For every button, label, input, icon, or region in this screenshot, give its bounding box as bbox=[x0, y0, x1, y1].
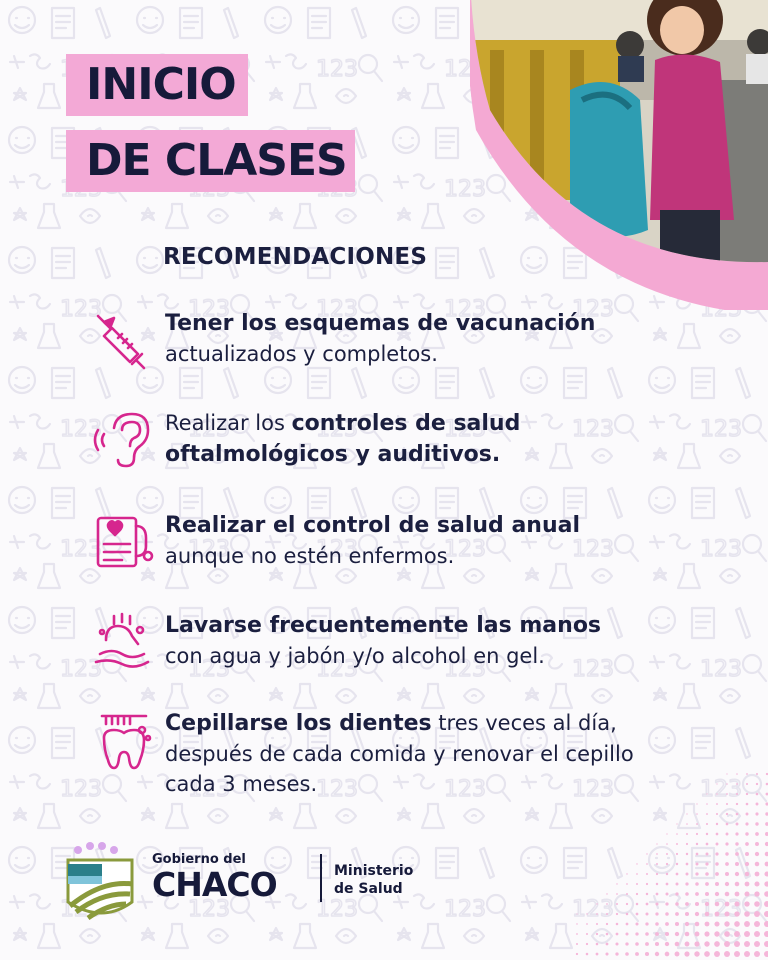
halftone-dot bbox=[756, 783, 758, 785]
halftone-dot bbox=[706, 793, 707, 794]
halftone-dot bbox=[685, 902, 689, 906]
halftone-dot bbox=[695, 902, 699, 906]
halftone-dot bbox=[756, 793, 759, 796]
rec-1-line2: actualizados y completos. bbox=[165, 342, 438, 366]
halftone-dot bbox=[666, 893, 669, 896]
halftone-dot bbox=[656, 873, 658, 875]
halftone-dot bbox=[735, 832, 738, 835]
halftone-dot bbox=[755, 832, 759, 836]
halftone-dot bbox=[736, 783, 738, 785]
halftone-dot bbox=[704, 941, 709, 946]
halftone-dot bbox=[596, 953, 599, 956]
halftone-dot bbox=[735, 842, 738, 845]
halftone-dot bbox=[695, 892, 699, 896]
halftone-dot bbox=[626, 883, 628, 885]
halftone-dot bbox=[716, 783, 717, 784]
halftone-dot bbox=[676, 853, 678, 855]
halftone-dot bbox=[695, 922, 700, 927]
halftone-dot bbox=[665, 922, 669, 926]
halftone-dot bbox=[576, 923, 577, 924]
halftone-dot bbox=[734, 921, 740, 927]
halftone-dot bbox=[724, 941, 730, 947]
halftone-dot bbox=[744, 951, 750, 957]
recommendation-text bbox=[165, 510, 580, 571]
halftone-dot bbox=[676, 873, 679, 876]
halftone-dot bbox=[745, 862, 749, 866]
halftone-dot bbox=[676, 823, 677, 824]
halftone-dot bbox=[665, 932, 669, 936]
halftone-dot bbox=[736, 823, 739, 826]
halftone-dot bbox=[695, 912, 699, 916]
halftone-dot bbox=[716, 793, 718, 795]
halftone-dot bbox=[754, 941, 760, 947]
halftone-dot bbox=[725, 862, 729, 866]
halftone-dot bbox=[744, 891, 749, 896]
halftone-dot bbox=[646, 873, 648, 875]
halftone-dot bbox=[764, 901, 768, 907]
halftone-dot bbox=[635, 942, 639, 946]
halftone-dot bbox=[625, 942, 628, 945]
halftone-dot bbox=[684, 951, 689, 956]
halftone-dot bbox=[735, 892, 740, 897]
halftone-dot bbox=[636, 863, 637, 864]
rec-5-line3: cada 3 meses. bbox=[165, 772, 318, 796]
halftone-dot bbox=[626, 923, 629, 926]
halftone-dot bbox=[735, 882, 740, 887]
halftone-dot bbox=[764, 951, 768, 957]
halftone-dot bbox=[764, 911, 768, 917]
halftone-dot bbox=[726, 783, 728, 785]
recommendation-text bbox=[165, 308, 595, 369]
halftone-dot bbox=[606, 943, 609, 946]
halftone-dot bbox=[735, 852, 739, 856]
syringe-icon bbox=[92, 308, 156, 372]
halftone-dot bbox=[695, 932, 700, 937]
halftone-dot bbox=[764, 891, 768, 897]
rec-2-pre: Realizar los bbox=[165, 411, 292, 435]
recommendation-text bbox=[165, 408, 520, 470]
halftone-dot bbox=[755, 822, 758, 825]
rec-4-bold: Lavarse frecuentemente las manos bbox=[165, 613, 602, 638]
halftone-dot bbox=[655, 902, 658, 905]
halftone-dot bbox=[645, 952, 649, 956]
halftone-dot bbox=[645, 942, 649, 946]
halftone-dot bbox=[626, 893, 628, 895]
halftone-dot bbox=[736, 773, 738, 775]
halftone-dot bbox=[745, 822, 748, 825]
halftone-dot bbox=[705, 912, 710, 917]
halftone-dot bbox=[694, 941, 699, 946]
halftone-dot bbox=[744, 901, 749, 906]
halftone-dot bbox=[636, 893, 638, 895]
halftone-dot bbox=[655, 952, 659, 956]
halftone-dot bbox=[714, 951, 720, 957]
halftone-dot bbox=[734, 951, 740, 957]
halftone-dot bbox=[706, 803, 708, 805]
halftone-dot bbox=[755, 842, 759, 846]
section-title: RECOMENDACIONES bbox=[163, 244, 428, 270]
halftone-dot bbox=[596, 943, 599, 946]
tooth-brush-icon bbox=[92, 708, 156, 772]
halftone-dot bbox=[576, 953, 578, 955]
halftone-dot bbox=[734, 911, 739, 916]
gov-big-text: CHACO bbox=[152, 865, 277, 904]
halftone-dot bbox=[726, 833, 729, 836]
halftone-dot bbox=[764, 921, 768, 927]
halftone-dot bbox=[696, 803, 697, 804]
ear-icon bbox=[92, 408, 156, 472]
halftone-dot bbox=[744, 941, 750, 947]
halftone-dot bbox=[666, 833, 667, 834]
halftone-dot bbox=[646, 893, 648, 895]
halftone-dot bbox=[656, 883, 658, 885]
halftone-dot bbox=[675, 932, 679, 936]
halftone-dot bbox=[725, 852, 728, 855]
halftone-dot bbox=[636, 903, 639, 906]
halftone-dot bbox=[586, 933, 588, 935]
main-title bbox=[66, 54, 355, 192]
halftone-dot bbox=[715, 872, 719, 876]
halftone-dot bbox=[744, 911, 750, 917]
halftone-dot bbox=[715, 892, 719, 896]
halftone-dot bbox=[666, 853, 668, 855]
halftone-dot bbox=[754, 881, 759, 886]
halftone-dot bbox=[655, 942, 659, 946]
halftone-dot bbox=[705, 872, 709, 876]
halftone-dot bbox=[745, 882, 750, 887]
halftone-dot bbox=[606, 913, 608, 915]
halftone-dot bbox=[576, 943, 578, 945]
halftone-dot bbox=[714, 921, 719, 926]
halftone-dot bbox=[725, 872, 729, 876]
halftone-dot bbox=[756, 773, 758, 775]
halftone-dot bbox=[764, 941, 768, 947]
halftone-dot bbox=[736, 813, 739, 816]
halftone-dot bbox=[705, 922, 710, 927]
halftone-dot bbox=[616, 883, 617, 884]
halftone-dot bbox=[716, 823, 718, 825]
halftone-dot bbox=[746, 773, 748, 775]
halftone-dot bbox=[676, 843, 678, 845]
ministry-text bbox=[334, 862, 454, 898]
halftone-dot bbox=[705, 862, 708, 865]
rec-5-line2: después de cada comida y renovar el cepillo bbox=[165, 742, 634, 766]
halftone-dot bbox=[646, 863, 648, 865]
halftone-dot bbox=[665, 952, 670, 957]
rec-3-line2: aunque no estén enfermos. bbox=[165, 544, 455, 568]
halftone-dot bbox=[704, 951, 710, 957]
halftone-dot bbox=[616, 893, 618, 895]
halftone-dot bbox=[694, 951, 699, 956]
halftone-dot bbox=[724, 911, 729, 916]
halftone-dot bbox=[685, 922, 689, 926]
halftone-dot bbox=[655, 932, 659, 936]
halftone-dot bbox=[744, 931, 750, 937]
halftone-dot bbox=[716, 803, 718, 805]
halftone-dot bbox=[745, 852, 749, 856]
halftone-dot bbox=[726, 823, 729, 826]
halftone-dot bbox=[706, 823, 708, 825]
halftone-dot bbox=[666, 873, 668, 875]
halftone-dot bbox=[656, 893, 659, 896]
halftone-dot bbox=[666, 863, 668, 865]
halftone-dot bbox=[696, 813, 698, 815]
halftone-dot bbox=[695, 882, 699, 886]
halftone-dot bbox=[635, 922, 638, 925]
halftone-dot bbox=[725, 892, 730, 897]
halftone-dot bbox=[754, 891, 759, 896]
halftone-dot bbox=[596, 903, 597, 904]
halftone-dot bbox=[686, 833, 688, 835]
halftone-dot bbox=[666, 843, 668, 845]
halftone-dot bbox=[626, 873, 627, 874]
halftone-dot bbox=[726, 813, 728, 815]
halftone-dot bbox=[716, 843, 719, 846]
halftone-dot bbox=[686, 843, 688, 845]
halftone-dot bbox=[746, 783, 748, 785]
halftone-dot bbox=[606, 893, 607, 894]
child-with-backpack-photo bbox=[470, 0, 768, 310]
halftone-dot bbox=[675, 892, 678, 895]
halftone-dot bbox=[755, 812, 758, 815]
halftone-dot bbox=[736, 793, 738, 795]
halftone-dot bbox=[675, 952, 680, 957]
halftone-dot bbox=[636, 873, 638, 875]
halftone-dot bbox=[725, 842, 728, 845]
halftone-dot bbox=[754, 911, 760, 917]
title-line-2: DE CLASES bbox=[66, 130, 355, 192]
halftone-dot bbox=[716, 833, 719, 836]
title-line-1: INICIO bbox=[66, 54, 248, 116]
halftone-dot bbox=[646, 903, 649, 906]
chaco-emblem-icon bbox=[62, 840, 138, 922]
rec-2-bold: controles de salud bbox=[291, 411, 521, 436]
halftone-dot bbox=[734, 901, 739, 906]
halftone-dot bbox=[576, 933, 578, 935]
halftone-dot bbox=[686, 853, 688, 855]
rec-3-bold: Realizar el control de salud anual bbox=[165, 513, 581, 538]
halftone-dot bbox=[596, 923, 598, 925]
halftone-dot bbox=[726, 803, 728, 805]
halftone-dot bbox=[695, 872, 698, 875]
halftone-dot bbox=[716, 813, 718, 815]
halftone-dot bbox=[635, 952, 639, 956]
halftone-dot bbox=[724, 931, 730, 937]
halftone-dot bbox=[725, 902, 730, 907]
halftone-dot bbox=[616, 933, 619, 936]
halftone-dot bbox=[675, 942, 680, 947]
halftone-dot bbox=[764, 931, 768, 937]
hand-washing-icon bbox=[92, 610, 156, 674]
halftone-dot bbox=[706, 843, 709, 846]
halftone-dot bbox=[586, 953, 589, 956]
halftone-dot bbox=[596, 933, 598, 935]
halftone-dot bbox=[705, 892, 709, 896]
halftone-dot bbox=[586, 913, 587, 914]
rec-4-line2: con agua y jabón y/o alcohol en gel. bbox=[165, 644, 545, 668]
halftone-dot bbox=[675, 912, 679, 916]
halftone-dot bbox=[685, 882, 688, 885]
halftone-dot bbox=[576, 913, 577, 914]
halftone-dots-decoration bbox=[568, 770, 768, 960]
halftone-dot bbox=[755, 872, 760, 877]
halftone-dot bbox=[736, 803, 738, 805]
halftone-dot bbox=[676, 833, 678, 835]
halftone-dot bbox=[765, 862, 768, 867]
halftone-dot bbox=[744, 921, 750, 927]
halftone-dot bbox=[676, 883, 679, 886]
logo-divider bbox=[320, 854, 322, 902]
halftone-dot bbox=[655, 922, 659, 926]
halftone-dot bbox=[734, 931, 740, 937]
halftone-dot bbox=[686, 823, 688, 825]
halftone-dot bbox=[625, 952, 629, 956]
gov-small-text: Gobierno del bbox=[152, 852, 246, 867]
halftone-dot bbox=[685, 912, 689, 916]
ministry-line-1: Ministerio bbox=[334, 863, 414, 879]
halftone-dot bbox=[646, 853, 647, 854]
halftone-dot bbox=[754, 931, 760, 937]
halftone-dot bbox=[746, 803, 749, 806]
rec-2-line2: oftalmológicos y auditivos. bbox=[165, 442, 501, 467]
halftone-dot bbox=[705, 882, 709, 886]
ministry-line-2: de Salud bbox=[334, 881, 403, 897]
medical-report-icon bbox=[92, 510, 156, 574]
halftone-dot bbox=[764, 881, 768, 886]
halftone-dot bbox=[675, 902, 679, 906]
halftone-dot bbox=[756, 803, 759, 806]
halftone-dot bbox=[586, 943, 588, 945]
halftone-dot bbox=[676, 863, 678, 865]
halftone-dot bbox=[706, 853, 709, 856]
halftone-dot bbox=[715, 862, 718, 865]
halftone-dot bbox=[616, 913, 618, 915]
halftone-dot bbox=[734, 941, 740, 947]
halftone-dot bbox=[715, 912, 720, 917]
halftone-dot bbox=[714, 931, 719, 936]
halftone-dot bbox=[626, 903, 628, 905]
halftone-dot bbox=[646, 883, 648, 885]
halftone-dot bbox=[596, 913, 598, 915]
halftone-dot bbox=[635, 932, 638, 935]
halftone-dot bbox=[754, 951, 760, 957]
halftone-dot bbox=[665, 902, 668, 905]
halftone-dot bbox=[586, 923, 588, 925]
halftone-dot bbox=[656, 863, 658, 865]
recommendation-text bbox=[165, 708, 634, 799]
halftone-dot bbox=[656, 853, 658, 855]
halftone-dot bbox=[724, 951, 730, 957]
halftone-dot bbox=[745, 832, 748, 835]
halftone-dot bbox=[606, 933, 609, 936]
halftone-dot bbox=[745, 872, 750, 877]
halftone-dot bbox=[605, 952, 608, 955]
halftone-dot bbox=[645, 932, 649, 936]
halftone-dot bbox=[746, 813, 749, 816]
halftone-dot bbox=[745, 842, 749, 846]
halftone-dot bbox=[715, 852, 718, 855]
halftone-dot bbox=[726, 793, 728, 795]
halftone-dot bbox=[705, 902, 709, 906]
halftone-dot bbox=[706, 813, 708, 815]
halftone-dot bbox=[714, 941, 720, 947]
halftone-dot bbox=[696, 863, 699, 866]
halftone-dot bbox=[724, 921, 729, 926]
halftone-dot bbox=[616, 923, 619, 926]
halftone-dot bbox=[645, 922, 648, 925]
rec-5-normal: tres veces al día, bbox=[431, 711, 617, 735]
rec-5-bold: Cepillarse los dientes bbox=[165, 711, 432, 736]
halftone-dot bbox=[686, 863, 689, 866]
halftone-dot bbox=[704, 931, 709, 936]
halftone-dot bbox=[606, 923, 608, 925]
halftone-dot bbox=[696, 843, 698, 845]
halftone-dot bbox=[735, 872, 739, 876]
halftone-dot bbox=[754, 901, 760, 907]
halftone-dot bbox=[636, 883, 638, 885]
halftone-dot bbox=[655, 912, 658, 915]
halftone-dot bbox=[715, 902, 720, 907]
halftone-dot bbox=[616, 903, 618, 905]
halftone-dot bbox=[686, 813, 687, 814]
halftone-dot bbox=[755, 862, 760, 867]
halftone-dot bbox=[685, 892, 689, 896]
gov-wordmark bbox=[152, 852, 332, 903]
halftone-dot bbox=[754, 921, 760, 927]
halftone-dot bbox=[746, 793, 748, 795]
halftone-dot bbox=[706, 833, 708, 835]
halftone-dot bbox=[665, 942, 669, 946]
halftone-dot bbox=[755, 852, 759, 856]
halftone-dot bbox=[666, 883, 669, 886]
halftone-dot bbox=[685, 942, 690, 947]
halftone-dot bbox=[636, 913, 639, 916]
halftone-dot bbox=[764, 871, 768, 876]
halftone-dot bbox=[696, 853, 699, 856]
halftone-dot bbox=[685, 932, 690, 937]
halftone-dot bbox=[715, 882, 719, 886]
halftone-dot bbox=[615, 952, 618, 955]
halftone-dot bbox=[645, 912, 648, 915]
halftone-dot bbox=[606, 903, 608, 905]
halftone-dot bbox=[735, 862, 739, 866]
halftone-dot bbox=[615, 942, 618, 945]
halftone-dot bbox=[725, 882, 729, 886]
halftone-dot bbox=[656, 843, 657, 844]
halftone-dot bbox=[665, 912, 669, 916]
halftone-dot bbox=[726, 773, 727, 774]
halftone-dot bbox=[625, 932, 628, 935]
halftone-dot bbox=[626, 913, 629, 916]
recommendation-text bbox=[165, 610, 601, 671]
rec-1-bold: Tener los esquemas de vacunación bbox=[165, 311, 596, 336]
halftone-dot bbox=[675, 922, 679, 926]
halftone-dot bbox=[696, 823, 698, 825]
halftone-dot bbox=[686, 873, 689, 876]
halftone-dot bbox=[696, 833, 698, 835]
